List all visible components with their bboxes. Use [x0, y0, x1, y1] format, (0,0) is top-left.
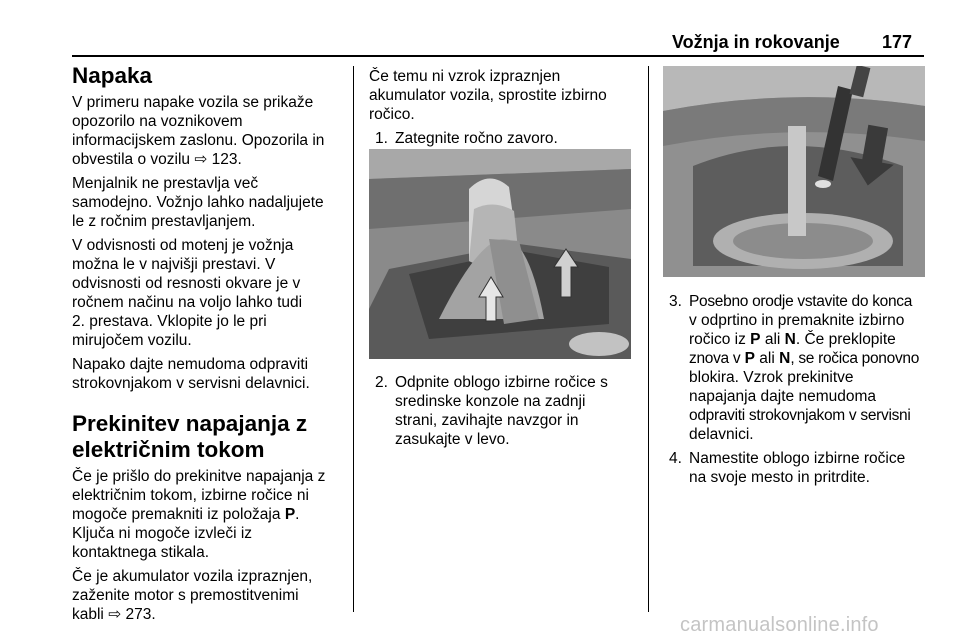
section-heading-fault: Napaka: [72, 63, 153, 88]
step-1: [369, 129, 639, 148]
gear-selector-illustration: [369, 149, 631, 359]
step-text: Posebno orodje vstavite do konca: [689, 293, 913, 310]
text-line: ročnem načinu na voljo lahko tudi: [72, 294, 303, 311]
figure-release-tool: [663, 66, 925, 277]
paragraph-service-advice: [72, 355, 346, 393]
text-line: možna le v najvišji prestavi. V: [72, 256, 276, 273]
paragraph-release-lever: [369, 67, 639, 124]
step-text: v odprtino in premaknite izbirno: [689, 312, 905, 329]
text-line: informacijskem zaslonu. Opozorila in: [72, 132, 325, 149]
text-line: Če je prišlo do prekinitve napajanja z: [72, 468, 326, 485]
release-tool-illustration: [663, 66, 925, 277]
text-line: Menjalnik ne prestavlja več: [72, 175, 259, 192]
step-text: znova v: [689, 350, 741, 367]
step-number: 1.: [375, 130, 388, 147]
column-1: [72, 63, 346, 629]
step-text: Zategnite ročno zavoro.: [395, 130, 558, 147]
header-rule: [72, 55, 924, 57]
text-line: Če je akumulator vozila izpraznjen,: [72, 568, 313, 585]
figure-gear-selector-console: [369, 149, 631, 359]
text-line: zaženite motor s premostitvenimi: [72, 587, 299, 604]
gear-position-p: P: [750, 331, 761, 348]
text-line: odvisnosti od resnosti okvare je v: [72, 275, 301, 292]
gear-position-p: P: [284, 506, 296, 523]
heading-line: Prekinitev napajanja z: [72, 411, 308, 436]
text-line: samodejno. Vožnjo lahko nadaljujete: [72, 194, 324, 211]
text-line: 2. prestava. Vklopite jo le pri: [72, 313, 267, 330]
step-2: [369, 373, 639, 449]
step-text: na svoje mesto in pritrdite.: [689, 469, 870, 486]
text-line: obvestila o vozilu: [72, 151, 191, 168]
gear-position-n: N: [784, 331, 796, 348]
text-line: opozorilo na voznikovem: [72, 113, 243, 130]
step-text: odpraviti strokovnjakom v servisni: [689, 407, 911, 424]
spacer: [72, 398, 346, 411]
step-text: ali: [759, 350, 775, 367]
paragraph-manual-shifting: [72, 174, 346, 231]
column-3: [669, 292, 927, 487]
text-line: Napako dajte nemudoma odpraviti: [72, 356, 309, 373]
text-punct: .: [295, 506, 300, 523]
step-text: Odpnite oblogo izbirne ročice s: [395, 374, 608, 391]
watermark: carmanualsonline.info: [680, 614, 879, 636]
step-text: ali: [764, 331, 781, 348]
page-reference-link[interactable]: 273.: [125, 606, 156, 623]
step-text: delavnici.: [689, 426, 754, 443]
heading-line: električnim tokom: [72, 437, 265, 462]
step-text: Namestite oblogo izbirne ročice: [689, 450, 906, 467]
text-line: V primeru napake vozila se prikaže: [72, 94, 314, 111]
text-line: Če temu ni vzrok izpraznjen: [369, 68, 561, 85]
page-reference-link[interactable]: 123.: [211, 151, 242, 168]
paragraph-power-interruption: [72, 467, 346, 562]
paragraph-gear-limits: [72, 236, 346, 350]
column-divider-right: [648, 66, 649, 612]
column-2: [369, 67, 639, 148]
step-3: [669, 292, 927, 444]
paragraph-fault-warning: [72, 93, 346, 169]
text-line: mirujočem vozilu.: [72, 332, 192, 349]
step-number: 2.: [375, 374, 388, 391]
text-line: le z ročnim prestavljanjem.: [72, 213, 256, 230]
step-text: strani, zavihajte navzgor in: [395, 412, 579, 429]
page-reference-arrow-icon: ⇨: [194, 151, 208, 168]
column-divider-left: [353, 66, 354, 612]
step-text: . Če preklopite: [795, 331, 896, 348]
text-line: mogoče premakniti iz položaja: [72, 506, 281, 523]
step-number: 3.: [669, 293, 682, 310]
text-line: Ključa ni mogoče izvleči iz: [72, 525, 253, 542]
page-number: 177: [882, 32, 913, 52]
text-line: strokovnjakom v servisni delavnici.: [72, 375, 310, 392]
page-header-title: Vožnja in rokovanje: [672, 32, 840, 52]
text-line: akumulator vozila, sprostite izbirno: [369, 87, 607, 104]
step-text: blokira. Vzrok prekinitve: [689, 369, 854, 386]
step-number: 4.: [669, 450, 682, 467]
page-reference-arrow-icon: ⇨: [108, 606, 122, 623]
text-line: kabli: [72, 606, 104, 623]
gear-position-p: P: [744, 350, 755, 367]
step-text: , se ročica ponovno: [790, 350, 920, 367]
gear-position-n: N: [779, 350, 791, 367]
section-heading-power-interruption: [72, 411, 346, 463]
text-line: ročico.: [369, 106, 415, 123]
step-text: ročico iz: [689, 331, 746, 348]
text-line: električnim tokom, izbirne ročice ni: [72, 487, 309, 504]
text-line: V odvisnosti od motenj je vožnja: [72, 237, 294, 254]
text-line: kontaktnega stikala.: [72, 544, 210, 561]
step-text: sredinske konzole na zadnji: [395, 393, 586, 410]
step-text: zasukajte v levo.: [395, 431, 510, 448]
paragraph-jump-start: [72, 567, 346, 624]
column-2-lower: [369, 373, 639, 449]
step-text: napajanja dajte nemudoma: [689, 388, 876, 405]
step-4: [669, 449, 927, 487]
